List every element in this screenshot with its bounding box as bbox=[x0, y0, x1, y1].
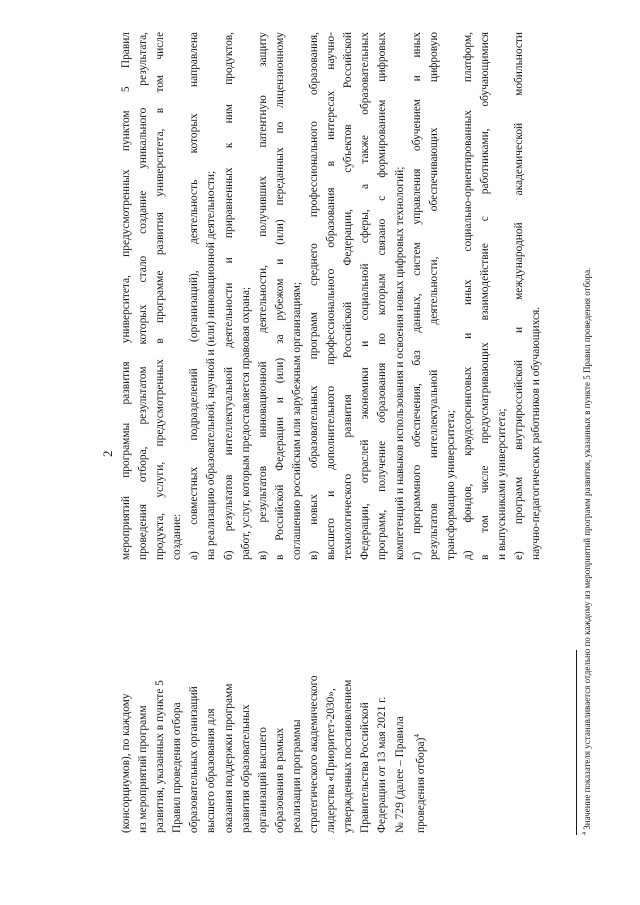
right-line: проведения отбора, результатом которых стало создание уникального результата, bbox=[137, 32, 150, 560]
right-line: в) новых образовательных программ среднего профессионального образования, bbox=[308, 32, 321, 560]
left-line: оказания поддержки программ bbox=[222, 683, 235, 833]
left-line: образовательных организаций bbox=[188, 686, 201, 833]
right-line: мероприятий программы развития университета, предусмотренных пунктом 5 Правил bbox=[120, 32, 132, 560]
right-line: Федерации, отраслей экономики и социальной сферы, а также образовательных bbox=[359, 32, 372, 560]
left-line-last bbox=[409, 633, 430, 833]
right-line: результатов интеллектуальной деятельности, обеспечивающих цифровую bbox=[427, 32, 440, 560]
right-line: а) совместных подразделений (организаций), деятельность которых направлена bbox=[188, 32, 201, 560]
right-line: на реализацию образовательной, научной и (или) инновационной деятельности; bbox=[205, 170, 218, 560]
left-line: высшего образования для bbox=[205, 708, 218, 833]
left-line: развития образовательных bbox=[239, 704, 252, 833]
page-number: 2 bbox=[100, 450, 115, 457]
left-line: Правительства Российской bbox=[359, 702, 372, 833]
right-line: создание: bbox=[171, 513, 184, 560]
right-line: высшего и дополнительного профессионального образования в интересах научно- bbox=[325, 32, 338, 560]
left-line: из мероприятий программ bbox=[137, 705, 150, 833]
right-line: и выпускниками университета; bbox=[496, 408, 509, 560]
right-line: б) результатов интеллектуальной деятельности и приравненных к ним продуктов, bbox=[222, 32, 235, 560]
right-line: в том числе предусматривающих взаимодействие с работниками, обучающимися bbox=[478, 32, 491, 560]
right-line: в) результатов инновационной деятельности, получивших патентную защиту bbox=[256, 32, 269, 560]
left-line: утвержденных постановлением bbox=[342, 679, 355, 833]
right-line: трансформацию университета; bbox=[444, 410, 457, 560]
right-line: в Российской Федерации и (или) за рубежом и (или) переданных по лицензионному bbox=[273, 32, 286, 560]
right-line: продукта, услуги, предусмотренных в программе развития университета, в том числе bbox=[154, 32, 167, 560]
left-line: (консорциумов), по каждому bbox=[120, 693, 132, 833]
left-line: стратегического академического bbox=[308, 675, 321, 833]
footnote-reference: 4 bbox=[412, 734, 421, 738]
right-line: научно-педагогических работников и обучающихся. bbox=[530, 306, 543, 560]
right-line: программ, получение образования по которым связано с формированием цифровых bbox=[376, 32, 389, 560]
left-line: № 729 (далее – Правила bbox=[393, 716, 406, 833]
left-line: образования в рамках bbox=[273, 727, 286, 833]
left-line-text: проведения отбора) bbox=[414, 737, 427, 833]
right-line: соглашению российским или зарубежным организациям; bbox=[290, 281, 303, 560]
left-line: лидерства «Приоритет-2030», bbox=[325, 688, 338, 833]
left-line: Федерации от 13 мая 2021 г. bbox=[376, 696, 389, 833]
indicator-detail-cell bbox=[118, 32, 545, 560]
left-line: Правил проведения отбора bbox=[171, 702, 184, 833]
left-line: развития, указанных в пункте 5 bbox=[154, 680, 167, 833]
right-line: технологического развития Российской Федерации, субъектов Российской bbox=[342, 32, 355, 560]
footnote-mark: 4 bbox=[582, 832, 588, 835]
right-line: работ, услуг, которым предоставляется правовая охрана; bbox=[239, 286, 252, 560]
right-line: г) программного обеспечения, баз данных, систем управления обучением и иных bbox=[410, 32, 423, 560]
footnote-text: Значение показателя устанавливается отдельно по каждому из мероприятий программ развития, указанных в пункте 5 Правил проведения отбора. bbox=[582, 267, 592, 830]
indicator-description-cell bbox=[118, 633, 429, 833]
left-line: организаций высшего bbox=[256, 727, 269, 833]
right-line: д) фондов, краудсорсинговых и иных социально-ориентированных платформ, bbox=[461, 32, 474, 560]
right-line: е) программ внутрироссийской и международной академической мобильности bbox=[513, 32, 526, 560]
right-line: компетенций и навыков использования и освоения новых цифровых технологий; bbox=[393, 166, 406, 560]
footnote bbox=[582, 268, 592, 835]
footnote-separator bbox=[576, 650, 577, 835]
left-line: реализации программы bbox=[290, 719, 303, 833]
